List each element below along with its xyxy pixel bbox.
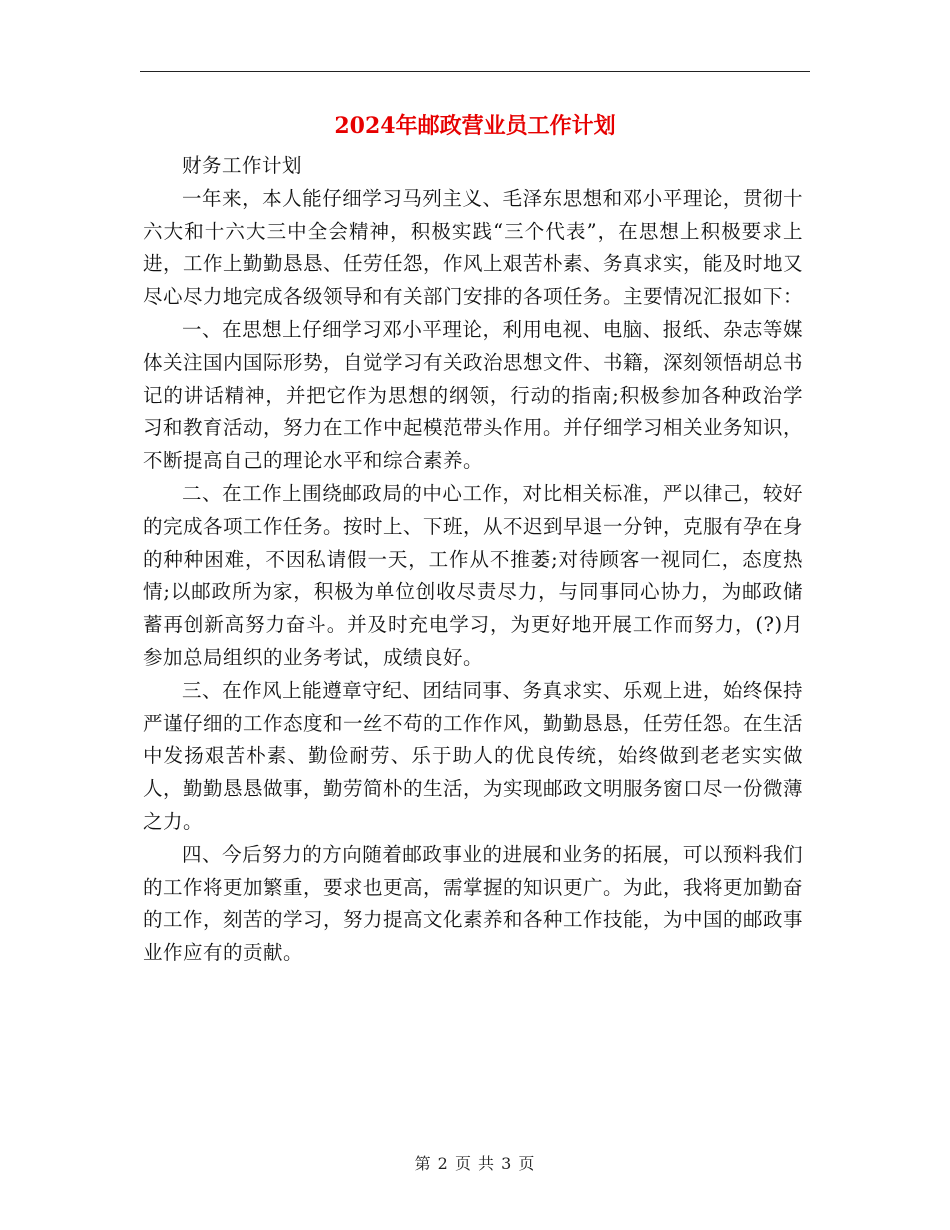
page-number: 第 2 页 共 3 页 <box>414 1154 536 1173</box>
paragraph-style: 三、在作风上能遵章守纪、团结同事、务真求实、乐观上进，始终保持严谨仔细的工作态度和一丝不苟的工作作风，勤勤恳恳，任劳任怨。在生活中发扬艰苦朴素、勤俭耐劳、乐于助人的优良传统，始终做到老老实实做人，勤勤恳恳做事，勤劳简朴的生活，为实现邮政文明服务窗口尽一份微薄之力。 <box>143 678 804 833</box>
header-divider <box>140 71 810 72</box>
paragraph-thought: 一、在思想上仔细学习邓小平理论，利用电视、电脑、报纸、杂志等媒体关注国内国际形势，自觉学习有关政治思想文件、书籍，深刻领悟胡总书记的讲话精神，并把它作为思想的纲领，行动的指南;积极参加各种政治学习和教育活动，努力在工作中起模范带头作用。并仔细学习相关业务知识，不断提高自己的理论水平和综合素养。 <box>143 317 804 473</box>
section-heading: 财务工作计划 <box>182 154 303 177</box>
paragraph-work: 二、在工作上围绕邮政局的中心工作，对比相关标准，严以律己，较好的完成各项工作任务。按时上、下班，从不迟到早退一分钟，克服有孕在身的种种困难，不因私请假一天，工作从不推萎;对待顾客一视同仁，态度热情;以邮政所为家，积极为单位创收尽责尽力，与同事同心协力，为邮政储蓄再创新高努力奋斗。并及时充电学习，为更好地开展工作而努力，(?)月参加总局组织的业务考试，成绩良好。 <box>143 481 804 669</box>
paragraph-intro: 一年来，本人能仔细学习马列主义、毛泽东思想和邓小平理论，贯彻十六大和十六大三中全会精神，积极实践“三个代表”，在思想上积极要求上进，工作上勤勤恳恳、任劳任怨，作风上艰苦朴素、务真求实，能及时地又尽心尽力地完成各级领导和有关部门安排的各项任务。主要情况汇报如下： <box>143 186 804 309</box>
document-title: 2024年邮政营业员工作计划 <box>334 113 616 139</box>
document-body <box>143 150 803 970</box>
paragraph-future: 四、今后努力的方向随着邮政事业的进展和业务的拓展，可以预料我们的工作将更加繁重，要求也更高，需掌握的知识更广。为此，我将更加勤奋的工作，刻苦的学习，努力提高文化素养和各种工作技能，为中国的邮政事业作应有的贡献。 <box>143 842 804 965</box>
